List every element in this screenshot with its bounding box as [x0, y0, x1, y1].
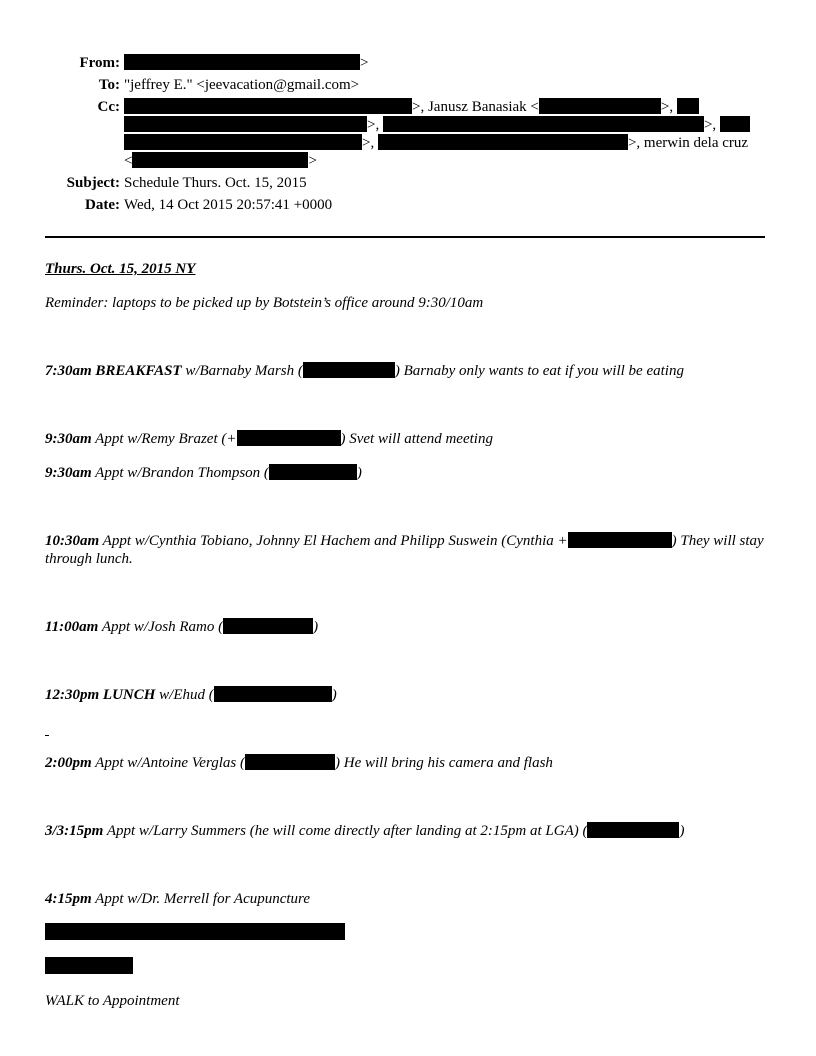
- event-lunch-ehud: 12:30pm LUNCH w/Ehud ( ): [45, 687, 337, 703]
- redacted-block: [383, 116, 704, 132]
- cc-line-1: >, Janusz Banasiak < >,: [124, 98, 699, 116]
- redacted-block: [677, 98, 699, 114]
- redacted-block: [124, 134, 362, 150]
- redacted-block: [124, 98, 412, 114]
- walk-note: WALK to Appointment: [45, 993, 180, 1009]
- event-larry-summers: 3/3:15pm Appt w/Larry Summers (he will come directly after landing at 2:15pm at LGA) ( ): [45, 823, 685, 839]
- redacted-block: [720, 116, 750, 132]
- to-value: "jeffrey E." <jeevacation@gmail.com>: [124, 77, 360, 93]
- redacted-block: [539, 98, 661, 114]
- redacted-block: [303, 362, 395, 378]
- event-josh-ramo: 11:00am Appt w/Josh Ramo ( ): [45, 619, 319, 635]
- event-antoine-verglas: 2:00pm Appt w/Antoine Verglas ( ) He will bring his camera and flash: [45, 755, 553, 771]
- stray-mark: [45, 735, 49, 736]
- redacted-block: [568, 532, 672, 548]
- redacted-block: [45, 923, 345, 940]
- cc-label: Cc:: [97, 99, 120, 115]
- redacted-block: [587, 822, 679, 838]
- redacted-block: [124, 54, 360, 70]
- cc-line-4: < >: [124, 153, 317, 169]
- redacted-block: [223, 618, 313, 634]
- cc-line-2: >, >,: [124, 116, 750, 134]
- redacted-block: [214, 686, 332, 702]
- subject-value: Schedule Thurs. Oct. 15, 2015: [124, 175, 307, 191]
- from-value: >: [124, 54, 368, 72]
- cc-line-3: >, >, merwin dela cruz: [124, 134, 748, 152]
- to-label: To:: [98, 77, 120, 93]
- redacted-block: [245, 754, 335, 770]
- date-value: Wed, 14 Oct 2015 20:57:41 +0000: [124, 197, 333, 213]
- redacted-block: [124, 116, 367, 132]
- redacted-block: [45, 957, 133, 974]
- event-breakfast: 7:30am BREAKFAST w/Barnaby Marsh ( ) Barnaby only wants to eat if you will be eating: [45, 363, 684, 379]
- reminder: Reminder: laptops to be picked up by Botstein’s office around 9:30/10am: [45, 295, 484, 311]
- email-header: [0, 54, 816, 224]
- subject-label: Subject:: [66, 175, 120, 191]
- redacted-block: [378, 134, 628, 150]
- header-divider: [45, 236, 765, 238]
- event-acupuncture: 4:15pm Appt w/Dr. Merrell for Acupuncture: [45, 891, 310, 907]
- event-cynthia-tobiano: 10:30am Appt w/Cynthia Tobiano, Johnny El Hachem and Philipp Suswein (Cynthia + ) They will stay through lunch.: [45, 533, 764, 567]
- event-brandon-thompson: 9:30am Appt w/Brandon Thompson ( ): [45, 465, 362, 481]
- event-remy-brazet: 9:30am Appt w/Remy Brazet (+ ) Svet will attend meeting: [45, 431, 493, 447]
- redacted-block: [237, 430, 341, 446]
- redacted-block: [132, 152, 308, 168]
- redacted-block: [269, 464, 357, 480]
- schedule-title: Thurs. Oct. 15, 2015 NY: [45, 261, 196, 277]
- date-label: Date:: [85, 197, 120, 213]
- from-label: From:: [79, 55, 120, 71]
